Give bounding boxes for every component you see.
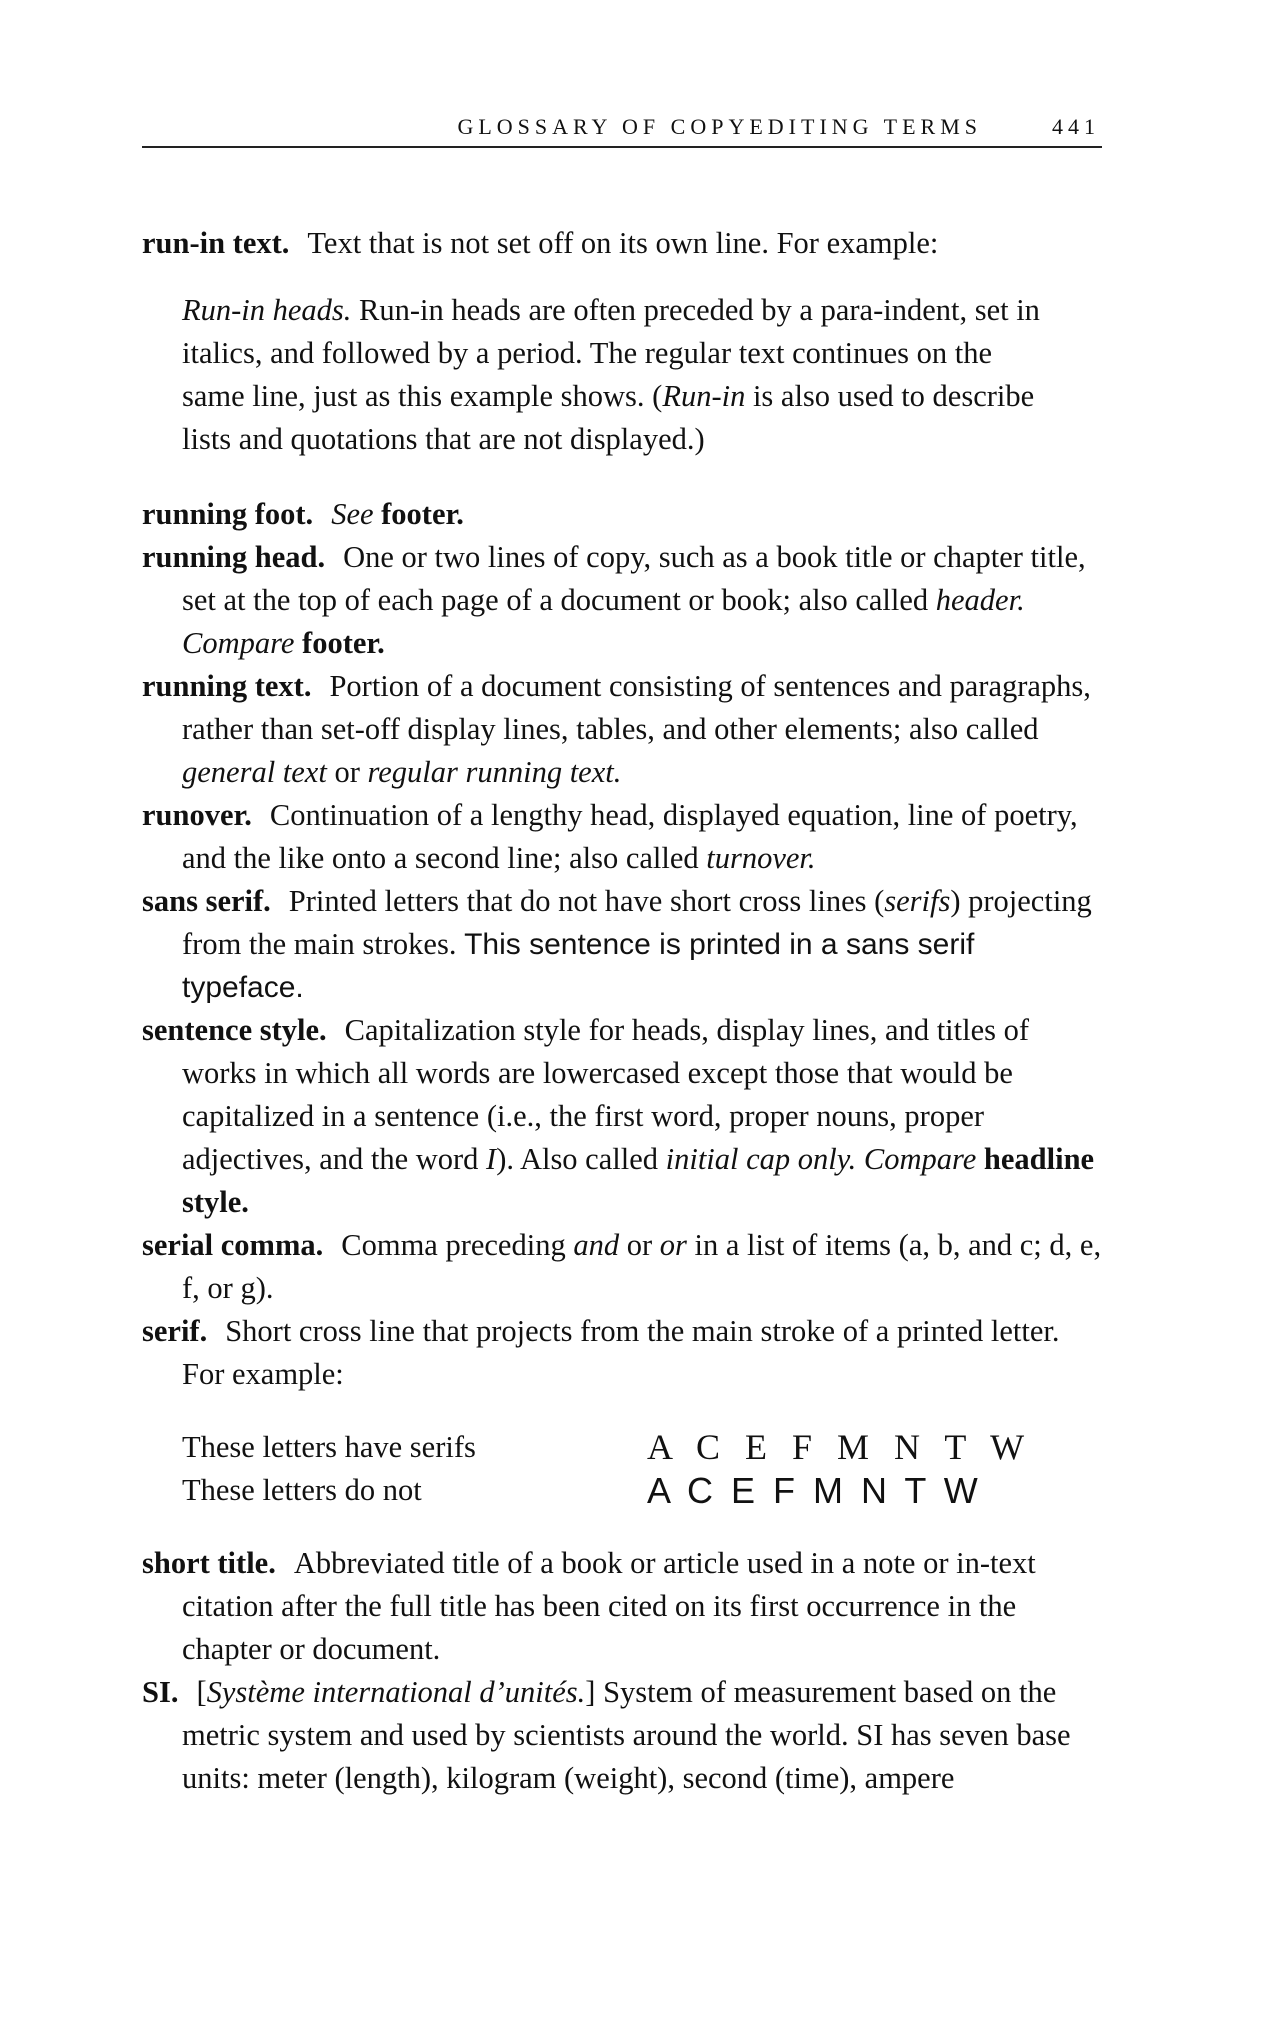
term: running head. bbox=[142, 540, 326, 574]
entry-running-foot bbox=[142, 493, 1102, 536]
term: serif. bbox=[142, 1314, 208, 1348]
entry-short-title bbox=[142, 1542, 1102, 1671]
bracket-close: ] bbox=[585, 1675, 596, 1709]
example-lead: Run-in heads. bbox=[182, 293, 352, 327]
cross-reference: footer. bbox=[381, 497, 464, 531]
example-italic: Run-in bbox=[662, 379, 746, 413]
definition: Comma preceding bbox=[341, 1228, 574, 1262]
definition-cont: ). Also called bbox=[496, 1142, 666, 1176]
entry-sentence-style bbox=[142, 1009, 1102, 1224]
entry-serif bbox=[142, 1310, 1102, 1396]
glossary-body bbox=[142, 222, 1102, 1800]
entry-si bbox=[142, 1671, 1102, 1800]
definition: Portion of a document consisting of sentences and paragraphs, rather than set-off display lines, tables, and other elements; also called bbox=[182, 669, 1091, 746]
entry-running-head bbox=[142, 536, 1102, 665]
definition-cont: ) projecting from the main strokes. bbox=[182, 884, 1092, 961]
definition-italic-2: regular running text. bbox=[367, 755, 622, 789]
running-head-title: GLOSSARY OF COPYEDITING TERMS bbox=[457, 114, 982, 139]
term: serial comma. bbox=[142, 1228, 324, 1262]
see-label: See bbox=[331, 497, 374, 531]
term: runover. bbox=[142, 798, 252, 832]
definition-italic: serifs bbox=[884, 884, 951, 918]
definition-italic-2: or bbox=[659, 1228, 687, 1262]
definition-end: in a list of items (a, b, and c; d, e, f, or g). bbox=[182, 1228, 1102, 1305]
sans-row bbox=[182, 1469, 1032, 1512]
term: running foot. bbox=[142, 497, 314, 531]
definition-italic: general text bbox=[182, 755, 327, 789]
definition: System of measurement based on the metric system and used by scientists around the world. SI has seven base units: meter (length), kilogram (weight), second (time), ampere bbox=[182, 1675, 1071, 1795]
term: sentence style. bbox=[142, 1013, 327, 1047]
definition: Continuation of a lengthy head, displayed equation, line of poetry, and the like onto a second line; also called bbox=[182, 798, 1078, 875]
definition-italic: Système international d’unités. bbox=[206, 1675, 586, 1709]
term: sans serif. bbox=[142, 884, 271, 918]
term: short title. bbox=[142, 1546, 276, 1580]
sans-letters: A C E F M N T W bbox=[647, 1470, 982, 1511]
serif-letters: A C E F M N T W bbox=[647, 1427, 1033, 1467]
serif-row-label: These letters have serifs bbox=[182, 1430, 476, 1464]
definition: Abbreviated title of a book or article used in a note or in-text citation after the full title has been cited on its first occurrence in the chapter or document. bbox=[182, 1546, 1036, 1666]
definition: One or two lines of copy, such as a book title or chapter title, set at the top of each page of a document or book; also called bbox=[182, 540, 1086, 617]
page-number: 441 bbox=[1052, 114, 1100, 139]
definition-connector: or bbox=[326, 755, 368, 789]
definition-italic: I bbox=[486, 1142, 497, 1176]
compare-label: Compare bbox=[863, 1142, 977, 1176]
term: run-in text. bbox=[142, 226, 290, 260]
entry-serial-comma bbox=[142, 1224, 1102, 1310]
definition-italic: header. bbox=[935, 583, 1025, 617]
running-head bbox=[142, 108, 1102, 148]
cross-reference: footer. bbox=[302, 626, 385, 660]
entry-sans-serif bbox=[142, 880, 1102, 1009]
run-in-example bbox=[182, 289, 1062, 461]
bracket-open: [ bbox=[196, 1675, 207, 1709]
definition: Text that is not set off on its own line. For example: bbox=[307, 226, 939, 260]
definition-italic: and bbox=[573, 1228, 620, 1262]
definition-italic: turnover. bbox=[706, 841, 816, 875]
definition-italic-2: initial cap only. bbox=[665, 1142, 857, 1176]
example-text-end: is also used to describe lists and quotations that are not displayed.) bbox=[182, 379, 1035, 456]
sans-serif-sample: This sentence is printed in a sans serif typeface. bbox=[182, 928, 975, 1004]
example-text: Run-in heads are often preceded by a para-indent, set in italics, and followed by a period. The regular text continues on the same line, just as this example shows. ( bbox=[182, 293, 1040, 413]
compare-label: Compare bbox=[182, 626, 295, 660]
term: running text. bbox=[142, 669, 312, 703]
definition-cont: or bbox=[619, 1228, 660, 1262]
entry-running-text bbox=[142, 665, 1102, 794]
definition: Printed letters that do not have short cross lines ( bbox=[288, 884, 885, 918]
cross-reference: headline style. bbox=[182, 1142, 1095, 1219]
serif-row bbox=[182, 1426, 1032, 1469]
entry-runover bbox=[142, 794, 1102, 880]
entry-run-in-text bbox=[142, 222, 1102, 265]
definition: Short cross line that projects from the main stroke of a printed letter. For example: bbox=[182, 1314, 1060, 1391]
sans-row-label: These letters do not bbox=[182, 1473, 422, 1507]
serif-example-table bbox=[182, 1426, 1032, 1512]
definition: Capitalization style for heads, display lines, and titles of works in which all words are lowercased except those that would be capitalized in a sentence (i.e., the first word, proper nouns, proper adjectives, and the word bbox=[182, 1013, 1030, 1176]
term: SI. bbox=[142, 1675, 179, 1709]
